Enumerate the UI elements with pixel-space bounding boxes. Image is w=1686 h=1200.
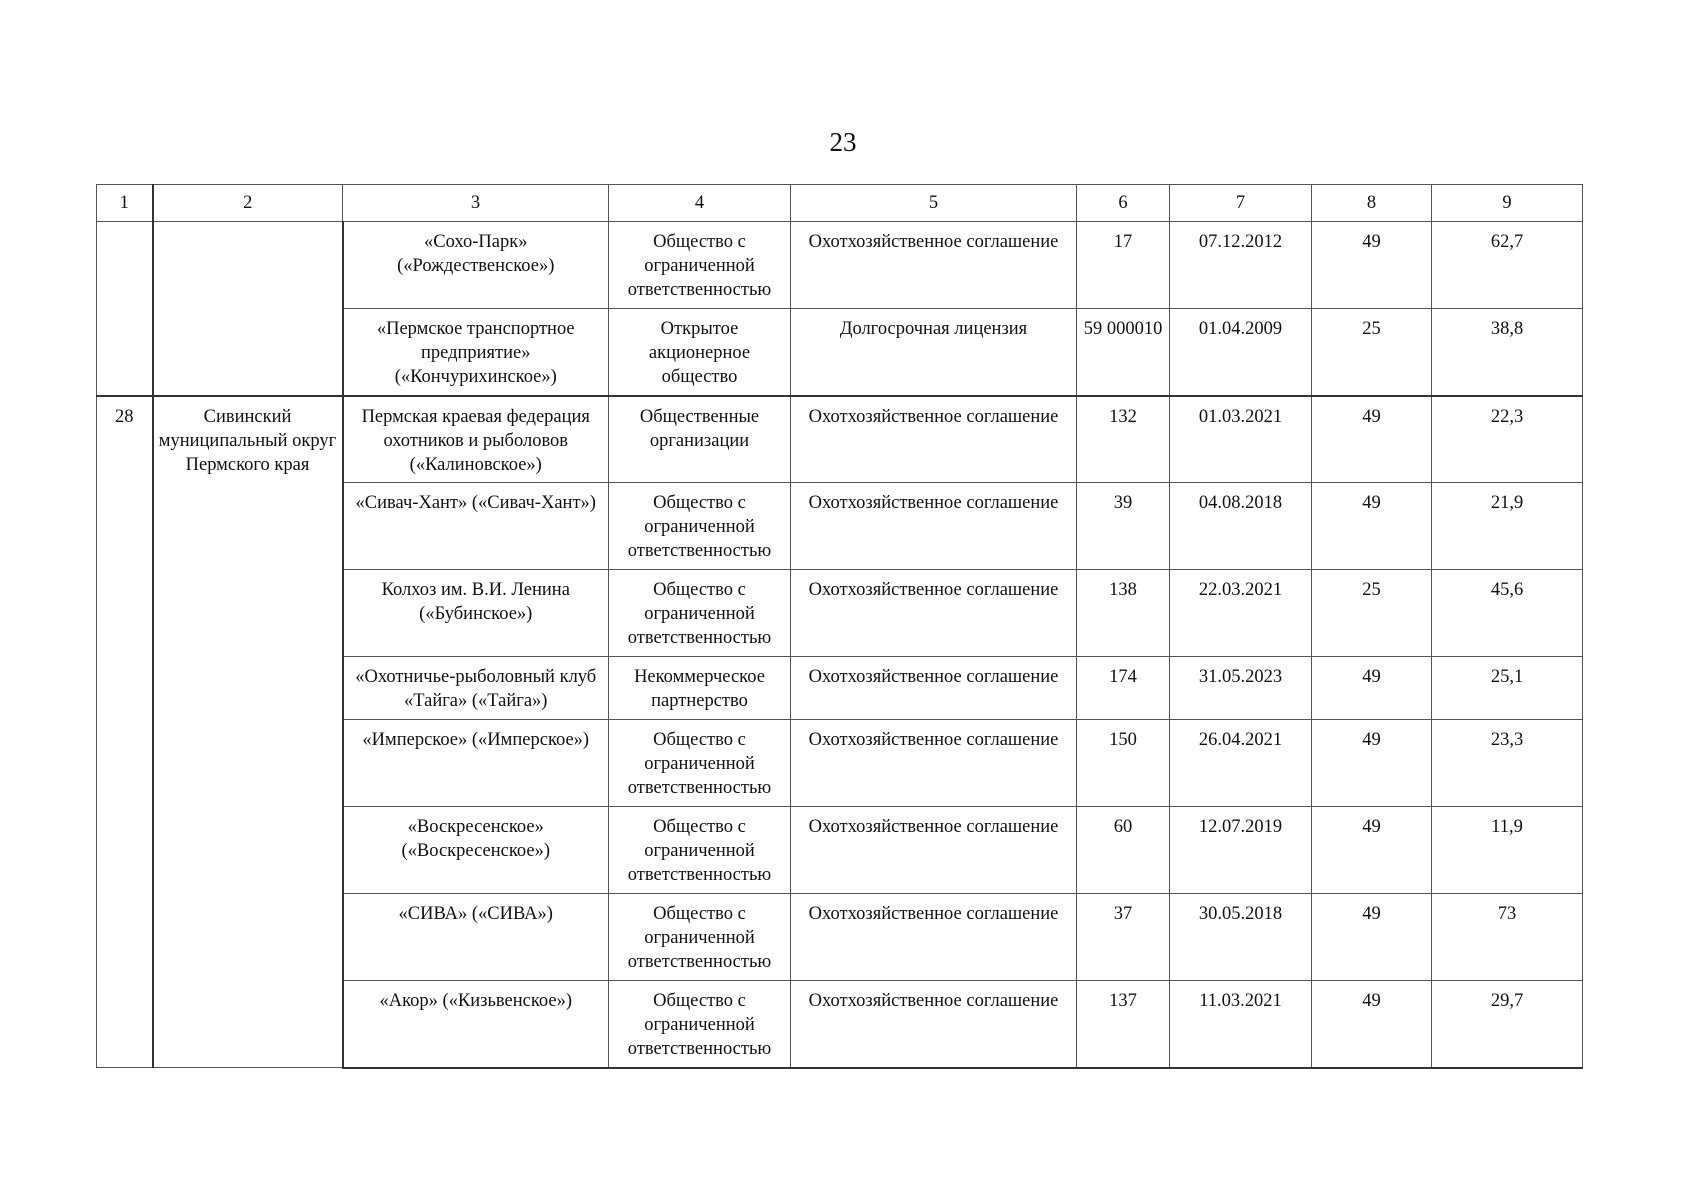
legal-form-cell: Общество с ограниченной ответственностью — [609, 570, 791, 657]
term-cell: 25 — [1312, 570, 1432, 657]
area-cell: 38,8 — [1432, 309, 1583, 396]
legal-form-cell: Общество с ограниченной ответственностью — [609, 894, 791, 981]
area-cell: 11,9 — [1432, 807, 1583, 894]
header-cell: 3 — [343, 185, 609, 222]
document-type-cell: Охотхозяйственное соглашение — [791, 894, 1077, 981]
legal-form-cell: Некоммерческое партнерство — [609, 657, 791, 720]
district-cell — [153, 222, 343, 396]
page-number: 23 — [829, 127, 857, 157]
document-number-cell: 17 — [1077, 222, 1170, 309]
legal-form-cell: Общественные организации — [609, 396, 791, 483]
legal-form-cell: Открытое акционерное общество — [609, 309, 791, 396]
index-cell: 28 — [97, 396, 153, 1068]
legal-form-cell: Общество с ограниченной ответственностью — [609, 222, 791, 309]
document-type-cell: Охотхозяйственное соглашение — [791, 396, 1077, 483]
date-cell: 01.04.2009 — [1170, 309, 1312, 396]
term-cell: 49 — [1312, 894, 1432, 981]
user-name-cell: «Сохо-Парк» («Рождественское») — [343, 222, 609, 309]
legal-form-cell: Общество с ограниченной ответственностью — [609, 981, 791, 1068]
document-type-cell: Охотхозяйственное соглашение — [791, 483, 1077, 570]
document-number-cell: 174 — [1077, 657, 1170, 720]
date-cell: 11.03.2021 — [1170, 981, 1312, 1068]
user-name-cell: «Акор» («Кизьвенское») — [343, 981, 609, 1068]
term-cell: 49 — [1312, 807, 1432, 894]
user-name-cell: «Воскресенское» («Воскресенское») — [343, 807, 609, 894]
document-number-cell: 138 — [1077, 570, 1170, 657]
term-cell: 25 — [1312, 309, 1432, 396]
user-name-cell: Колхоз им. В.И. Ленина («Бубинское») — [343, 570, 609, 657]
date-cell: 07.12.2012 — [1170, 222, 1312, 309]
document-type-cell: Охотхозяйственное соглашение — [791, 807, 1077, 894]
district-cell: Сивинский муниципальный округ Пермского края — [153, 396, 343, 1068]
user-name-cell: «Охотничье-рыболовный клуб «Тайга» («Тайга») — [343, 657, 609, 720]
document-type-cell: Охотхозяйственное соглашение — [791, 657, 1077, 720]
date-cell: 31.05.2023 — [1170, 657, 1312, 720]
header-cell: 6 — [1077, 185, 1170, 222]
term-cell: 49 — [1312, 222, 1432, 309]
header-cell: 4 — [609, 185, 791, 222]
legal-form-cell: Общество с ограниченной ответственностью — [609, 807, 791, 894]
header-row — [97, 185, 1583, 222]
document-type-cell: Охотхозяйственное соглашение — [791, 570, 1077, 657]
date-cell: 01.03.2021 — [1170, 396, 1312, 483]
user-name-cell: «СИВА» («СИВА») — [343, 894, 609, 981]
document-number-cell: 37 — [1077, 894, 1170, 981]
document-number-cell: 59 000010 — [1077, 309, 1170, 396]
term-cell: 49 — [1312, 720, 1432, 807]
term-cell: 49 — [1312, 657, 1432, 720]
area-cell: 22,3 — [1432, 396, 1583, 483]
header-cell: 8 — [1312, 185, 1432, 222]
user-name-cell: «Сивач-Хант» («Сивач-Хант») — [343, 483, 609, 570]
header-cell: 1 — [97, 185, 153, 222]
area-cell: 23,3 — [1432, 720, 1583, 807]
date-cell: 30.05.2018 — [1170, 894, 1312, 981]
header-cell: 9 — [1432, 185, 1583, 222]
term-cell: 49 — [1312, 981, 1432, 1068]
document-number-cell: 60 — [1077, 807, 1170, 894]
header-cell: 2 — [153, 185, 343, 222]
user-name-cell: «Имперское» («Имперское») — [343, 720, 609, 807]
term-cell: 49 — [1312, 396, 1432, 483]
date-cell: 26.04.2021 — [1170, 720, 1312, 807]
date-cell: 22.03.2021 — [1170, 570, 1312, 657]
area-cell: 21,9 — [1432, 483, 1583, 570]
header-cell: 5 — [791, 185, 1077, 222]
document-number-cell: 39 — [1077, 483, 1170, 570]
document-type-cell: Охотхозяйственное соглашение — [791, 222, 1077, 309]
hunting-grounds-table — [96, 184, 1583, 1069]
term-cell: 49 — [1312, 483, 1432, 570]
date-cell: 04.08.2018 — [1170, 483, 1312, 570]
document-type-cell: Охотхозяйственное соглашение — [791, 720, 1077, 807]
index-cell — [97, 222, 153, 396]
document-number-cell: 132 — [1077, 396, 1170, 483]
table-row — [97, 396, 1583, 483]
area-cell: 29,7 — [1432, 981, 1583, 1068]
table-row — [97, 222, 1583, 309]
user-name-cell: Пермская краевая федерация охотников и рыболовов («Калиновское») — [343, 396, 609, 483]
date-cell: 12.07.2019 — [1170, 807, 1312, 894]
document-number-cell: 137 — [1077, 981, 1170, 1068]
area-cell: 25,1 — [1432, 657, 1583, 720]
legal-form-cell: Общество с ограниченной ответственностью — [609, 483, 791, 570]
header-cell: 7 — [1170, 185, 1312, 222]
user-name-cell: «Пермское транспортное предприятие» («Кончурихинское») — [343, 309, 609, 396]
document-type-cell: Долгосрочная лицензия — [791, 309, 1077, 396]
document-type-cell: Охотхозяйственное соглашение — [791, 981, 1077, 1068]
legal-form-cell: Общество с ограниченной ответственностью — [609, 720, 791, 807]
document-number-cell: 150 — [1077, 720, 1170, 807]
area-cell: 73 — [1432, 894, 1583, 981]
area-cell: 62,7 — [1432, 222, 1583, 309]
area-cell: 45,6 — [1432, 570, 1583, 657]
